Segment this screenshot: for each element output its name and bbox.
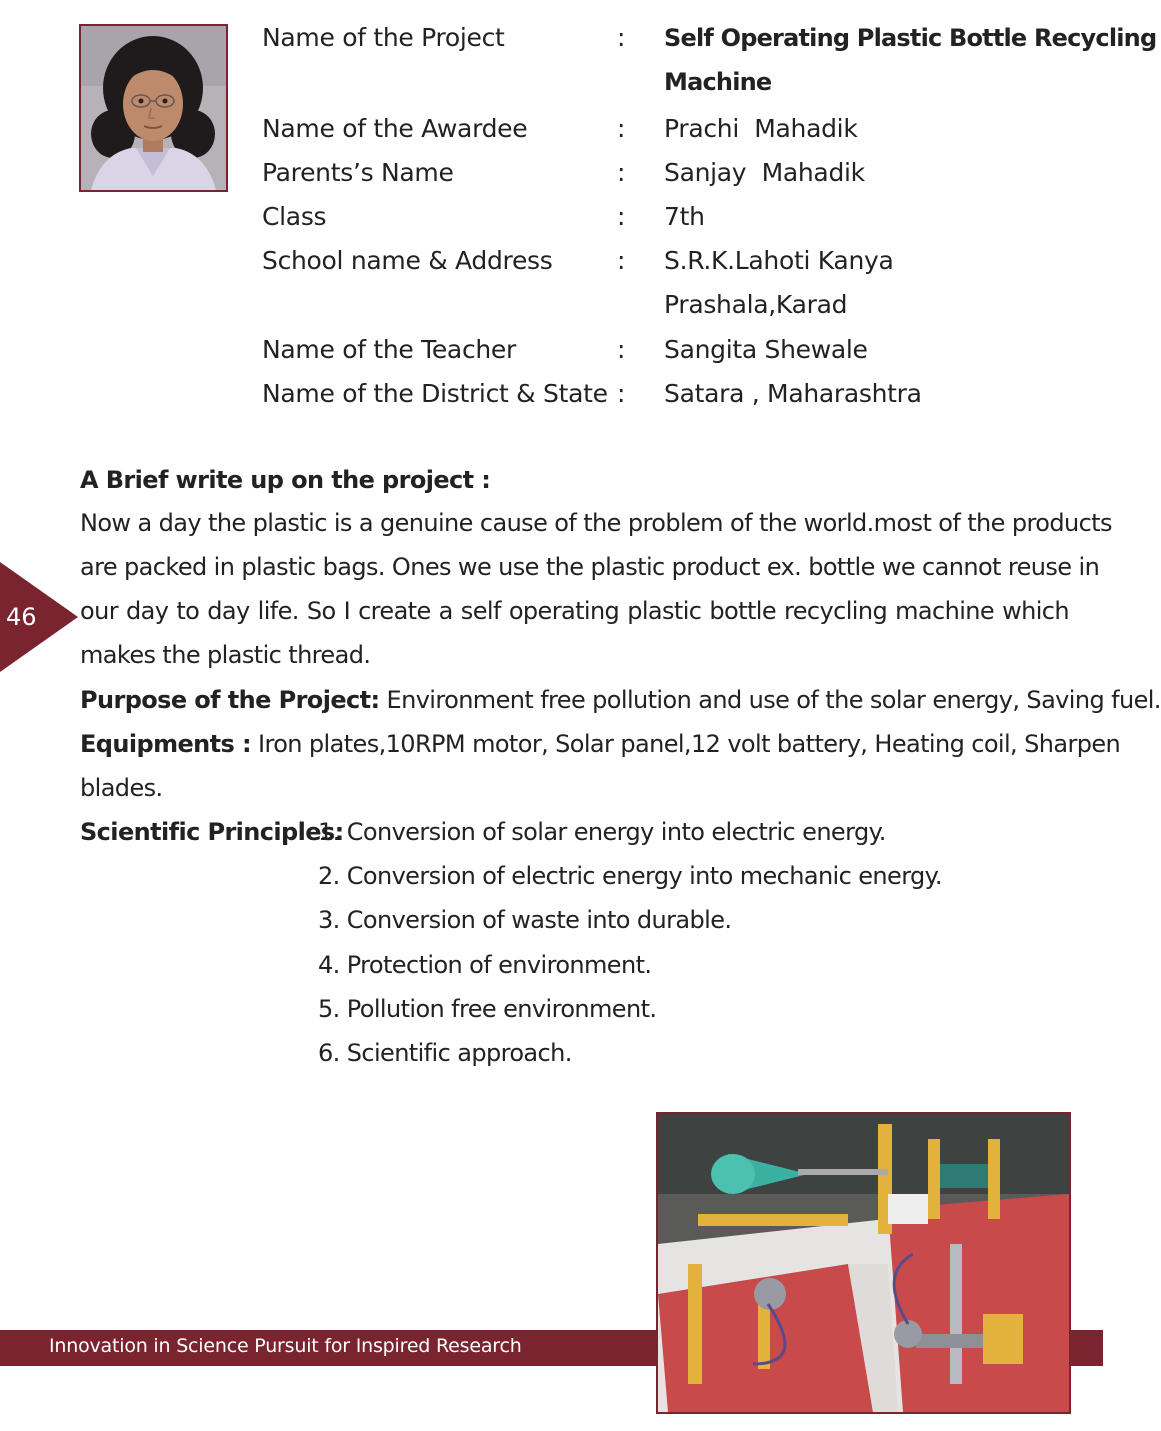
brief-line: makes the plastic thread. bbox=[80, 641, 371, 669]
info-row-project-cont bbox=[0, 67, 1103, 111]
info-colon: : bbox=[617, 379, 626, 408]
principle-item: 2. Conversion of electric energy into mechanic energy. bbox=[318, 862, 942, 890]
purpose-line bbox=[80, 686, 1161, 714]
purpose-text: Environment free pollution and use of the solar energy, Saving fuel. bbox=[379, 686, 1161, 714]
info-row-class bbox=[0, 202, 1103, 246]
info-value: Prachi Mahadik bbox=[664, 114, 858, 143]
info-label: Name of the Project bbox=[262, 23, 505, 52]
info-row-district bbox=[0, 379, 1103, 423]
info-colon: : bbox=[617, 335, 626, 364]
info-row-school-cont bbox=[0, 290, 1103, 334]
info-label: Name of the Teacher bbox=[262, 335, 516, 364]
info-value: Satara , Maharashtra bbox=[664, 379, 922, 408]
brief-line: our day to day life. So I create a self operating plastic bottle recycling machine which bbox=[80, 597, 1069, 625]
brief-line: Now a day the plastic is a genuine cause of the problem of the world.most of the products bbox=[80, 509, 1112, 537]
brief-heading: A Brief write up on the project : bbox=[80, 466, 491, 494]
principles-label: Scientific Principles: bbox=[80, 818, 344, 846]
info-label: Name of the District & State bbox=[262, 379, 608, 408]
info-label: Name of the Awardee bbox=[262, 114, 528, 143]
info-row-awardee bbox=[0, 114, 1103, 158]
info-value: Sanjay Mahadik bbox=[664, 158, 865, 187]
info-colon: : bbox=[617, 246, 626, 275]
machine-photo bbox=[656, 1112, 1071, 1414]
equipments-line-cont: blades. bbox=[80, 774, 163, 802]
equipments-text: Iron plates,10RPM motor, Solar panel,12 volt battery, Heating coil, Sharpen bbox=[250, 730, 1121, 758]
info-colon: : bbox=[617, 114, 626, 143]
info-colon: : bbox=[617, 158, 626, 187]
info-value: Machine bbox=[664, 68, 772, 96]
info-row-school bbox=[0, 246, 1103, 290]
footer-text: Innovation in Science Pursuit for Inspired Research bbox=[49, 1335, 522, 1357]
info-row-parents bbox=[0, 158, 1103, 202]
principle-item: 3. Conversion of waste into durable. bbox=[318, 906, 732, 934]
principle-item: 6. Scientific approach. bbox=[318, 1039, 572, 1067]
info-colon: : bbox=[617, 202, 626, 231]
equipments-label: Equipments : bbox=[80, 730, 251, 758]
info-row-teacher bbox=[0, 335, 1103, 379]
purpose-label: Purpose of the Project: bbox=[80, 686, 380, 714]
info-value: Sangita Shewale bbox=[664, 335, 868, 364]
info-value: Prashala,Karad bbox=[664, 290, 848, 319]
info-value: Self Operating Plastic Bottle Recycling bbox=[664, 24, 1157, 52]
info-label: Class bbox=[262, 202, 327, 231]
principle-item: 5. Pollution free environment. bbox=[318, 995, 657, 1023]
info-value: S.R.K.Lahoti Kanya bbox=[664, 246, 894, 275]
principle-item: 4. Protection of environment. bbox=[318, 951, 652, 979]
info-label: Parents’s Name bbox=[262, 158, 454, 187]
equipments-line bbox=[80, 730, 1121, 758]
info-row-project bbox=[0, 23, 1157, 67]
info-colon: : bbox=[617, 23, 626, 52]
page-number: 46 bbox=[6, 603, 37, 631]
principle-item: 1. Conversion of solar energy into electric energy. bbox=[318, 818, 886, 846]
brief-line: are packed in plastic bags. Ones we use the plastic product ex. bottle we cannot reuse in bbox=[80, 553, 1100, 581]
info-label: School name & Address bbox=[262, 246, 553, 275]
info-value: 7th bbox=[664, 202, 705, 231]
